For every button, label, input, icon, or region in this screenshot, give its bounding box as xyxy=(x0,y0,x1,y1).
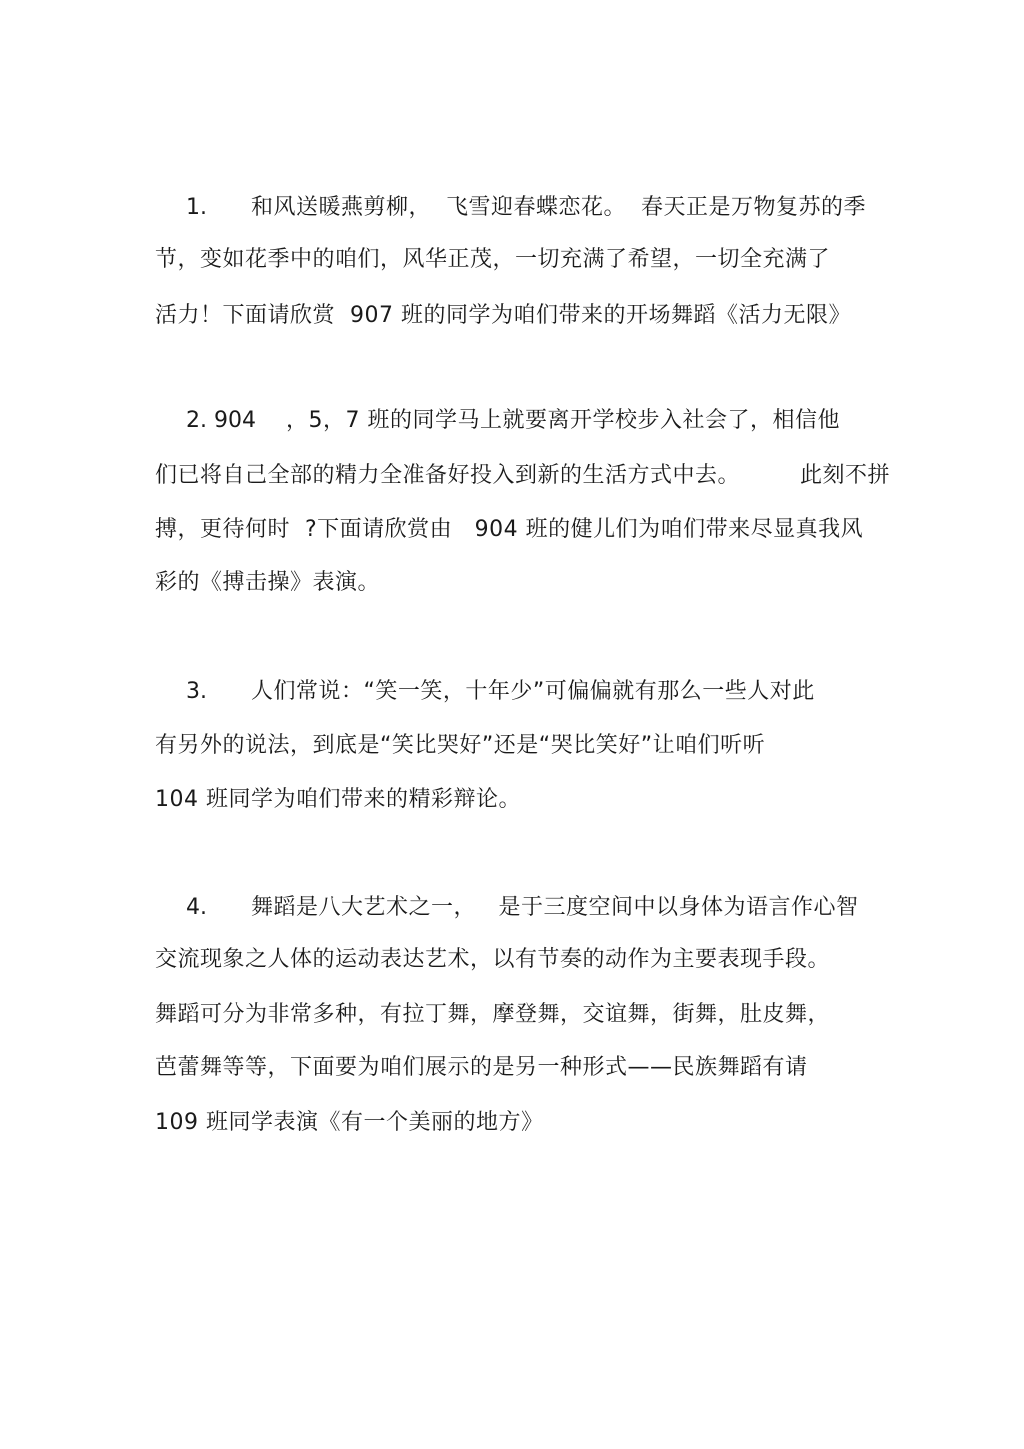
item-2-number: 2. 904 xyxy=(186,408,256,433)
item-1-number: 1. xyxy=(186,195,207,220)
item-2-line-4: 彩的《搏击操》表演。 xyxy=(155,570,381,595)
item-3-line-1: 人们常说：“笑一笑，十年少”可偏偏就有那么一些人对此 xyxy=(251,679,815,704)
item-1-line-3: 活力！下面请欣赏 907 班的同学为咱们带来的开场舞蹈《活力无限》 xyxy=(155,303,851,328)
item-4-number: 4. xyxy=(186,895,207,920)
item-1-line-1: 和风送暖燕剪柳， 飞雪迎春蝶恋花。 春天正是万物复苏的季 xyxy=(251,195,866,220)
item-3-line-2: 有另外的说法，到底是“笑比哭好”还是“哭比笑好”让咱们听听 xyxy=(155,733,766,758)
item-4-line-2: 交流现象之人体的运动表达艺术，以有节奏的动作为主要表现手段。 xyxy=(155,947,831,972)
item-2-line-2: 们已将自己全部的精力全准备好投入到新的生活方式中去。 此刻不拼 xyxy=(155,463,890,488)
item-3-line-3: 104 班同学为咱们带来的精彩辩论。 xyxy=(155,787,521,812)
item-1-line-2: 节，变如花季中的咱们，风华正茂，一切充满了希望，一切全充满了 xyxy=(155,247,831,272)
item-4-line-4: 芭蕾舞等等，下面要为咱们展示的是另一种形式——民族舞蹈有请 xyxy=(155,1055,808,1080)
item-3-number: 3. xyxy=(186,679,207,704)
item-4-line-3: 舞蹈可分为非常多种，有拉丁舞，摩登舞，交谊舞，街舞，肚皮舞， xyxy=(155,1002,831,1027)
item-2-line-3: 搏，更待何时 ?下面请欣赏由 904 班的健儿们为咱们带来尽显真我风 xyxy=(155,517,864,542)
item-2-line-1: ，5，7 班的同学马上就要离开学校步入社会了，相信他 xyxy=(286,408,840,433)
item-4-line-1: 舞蹈是八大艺术之一， 是于三度空间中以身体为语言作心智 xyxy=(251,895,859,920)
item-4-line-5: 109 班同学表演《有一个美丽的地方》 xyxy=(155,1110,544,1135)
